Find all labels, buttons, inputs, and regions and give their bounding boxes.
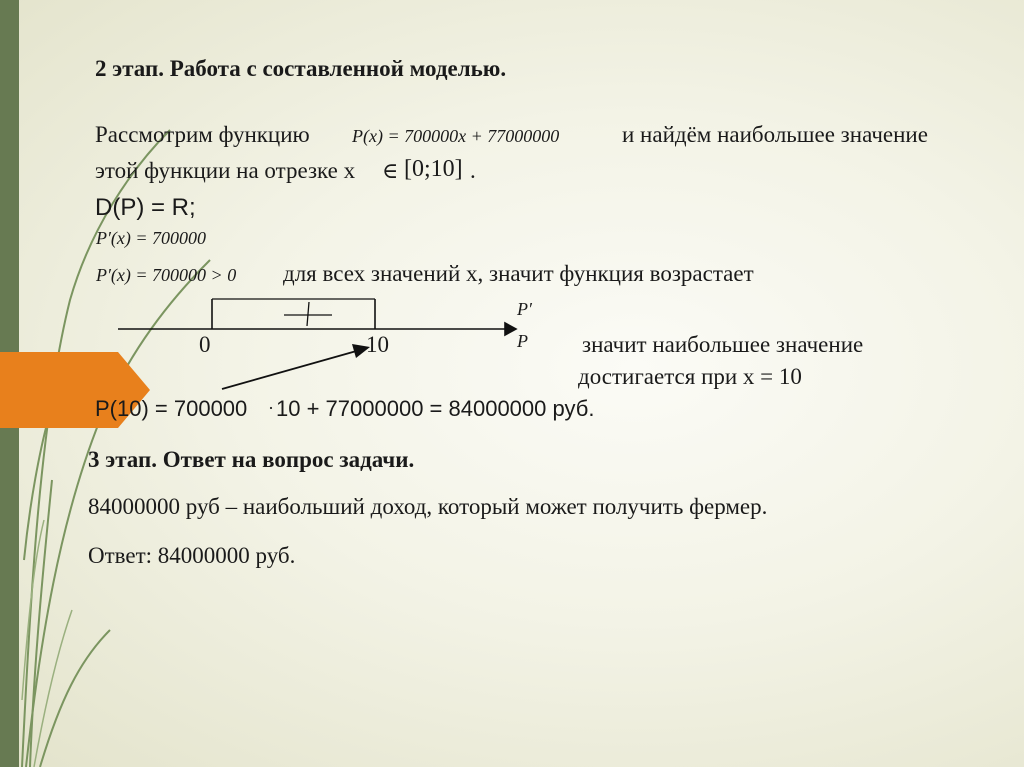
derivative-positive-formula: P′(x) = 700000 > 0 [96, 265, 237, 285]
interval-value: [0;10] [404, 156, 463, 182]
multiply-dot: · [268, 398, 274, 418]
period-mark: . [470, 158, 476, 183]
function-intro-suffix: и найдём наибольшее значение [622, 122, 928, 147]
answer-line: Ответ: 84000000 руб. [88, 543, 296, 568]
axis-label-ten: 10 [366, 332, 389, 357]
stage2-heading: 2 этап. Работа с составленной моделью. [95, 56, 507, 81]
conclusion-line-2: достигается при x = 10 [578, 364, 802, 389]
element-of-symbol: ∈ [382, 158, 399, 183]
stage3-heading: 3 этап. Ответ на вопрос задачи. [88, 447, 415, 472]
label-p: P [517, 331, 528, 351]
domain-line: D(P) = R; [95, 194, 196, 221]
label-p-prime: P′ [517, 299, 532, 319]
conclusion-line-1: значит наибольшее значение [582, 332, 864, 357]
calc-suffix: 10 + 77000000 = 84000000 руб. [276, 396, 595, 421]
calc-prefix: P(10) = 700000 [95, 396, 248, 421]
result-line: 84000000 руб – наибольший доход, который может получить фермер. [88, 494, 768, 519]
axis-label-zero: 0 [199, 332, 211, 357]
function-formula: P(x) = 700000x + 77000000 [352, 126, 560, 146]
interval-text: этой функции на отрезке x [95, 158, 356, 183]
derivative-formula: P′(x) = 700000 [96, 228, 207, 248]
increasing-text: для всех значений x, значит функция возрастает [283, 261, 754, 286]
function-intro-text: Рассмотрим функцию [95, 122, 310, 147]
